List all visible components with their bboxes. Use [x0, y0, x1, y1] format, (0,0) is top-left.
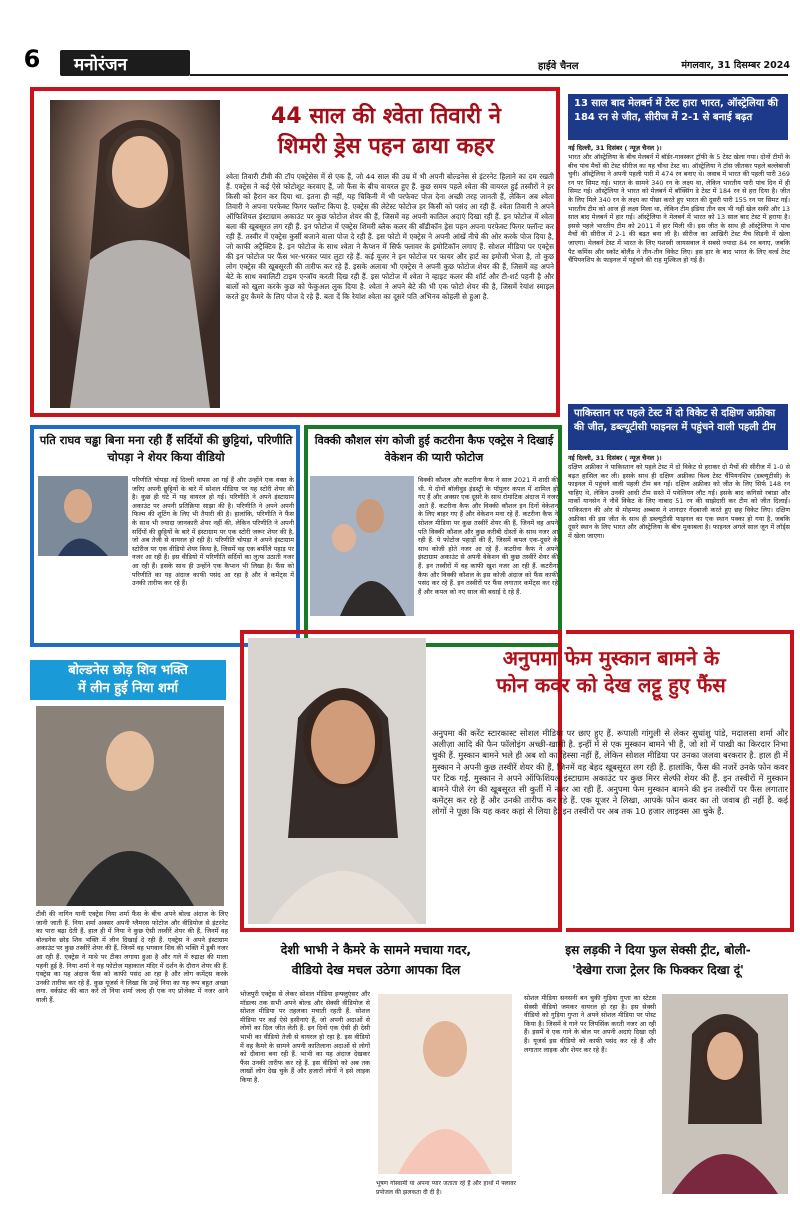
- anupama-headline: [430, 645, 792, 721]
- lead-headline-line1: 44 साल की श्वेता तिवारी ने: [271, 104, 501, 129]
- anupama-photo: [248, 638, 426, 924]
- niya-headline-line1: बोल्डनेस छोड़ शिव भक्ति: [68, 663, 188, 678]
- girl-photo: [662, 994, 788, 1194]
- cricket1-body: भारत और ऑस्ट्रेलिया के बीच मेलबर्न में बॉर्डर-गावस्कर ट्रॉफी के 5 टेस्ट खेला गया। दोनों टीमों के बीच पांच मैचों की टेस्ट सीरीज का यह चौथा टेस्ट था। ऑस्ट्रेलिया ने टॉस जीतकर पहले बल्लेबाजी चुनी। ऑस्ट्रेलिया ने अपनी पहली पारी में 474 रन बनाए थे। जवाब में भारत की पहली पारी 369 रन पर सिमट गई। भारत के सामने 340 रन के लक्ष्य था, लेकिन भारतीय पारी पांच दिन में ही सिमट गई। ऑस्ट्रेलिया ने भारत को मेलबर्न में बॉक्सिंग डे टेस्ट में 184 रन से हरा दिया है। जीत के लिए मिले 340 रन के लक्ष्य का पीछा करते हुए भारत की दूसरी पारी 155 रन पर सिमट गई। भारतीय टीम को आज ही लक्ष्य मिला था, लेकिन टीम इंडिया तीन सत्र भी नहीं खेल सकी और 13 साल बाद मेलबर्न में हार गई। ऑस्ट्रेलिया ने मेलबर्न में भारत को 13 साल बाद टेस्ट में हराया है। इससे पहले भारतीय टीम को 2011 में हार मिली थी। इस जीत के साथ ही ऑस्ट्रेलिया ने पांच मैचों की सीरीज में 2-1 की बढ़त बना ली है। सीरीज का आखिरी टेस्ट मैच सिडनी में खेला जाएगा। मेलबर्न टेस्ट में भारत के लिए यशस्वी जायसवाल ने सबसे ज्यादा 84 रन बनाए, जबकि पैट कमिंस और स्कॉट बोलैंड ने तीन-तीन विकेट लिए। इस हार के बाद भारत के लिए वर्ल्ड टेस्ट चैंपियनशिप के फाइनल में पहुंचने की राह मुश्किल हो गई है।: [568, 153, 790, 265]
- girl-headline-line2: 'देखेगा राजा ट्रेलर कि फिक्कर दिखा दूं': [572, 963, 744, 977]
- page-number: 6: [18, 44, 46, 74]
- deshi-headline: [240, 940, 512, 986]
- parineeti-body: परिणीति चोपड़ा नई दिल्ली वापस आ गई हैं और उन्होंने एक वक्त के जरिए अपनी छुट्टियों के बारे में सोशल मीडिया पर यह स्टोरी शेयर की है। कुछ ही घंटे में यह वायरल हो गई। परिणीति ने अपने इंस्टाग्राम अकाउंट पर अपनी प्रतिक्रिया साझा की है। परिणीति ने अपने अपनी फिल्म की शूटिंग के लिए भी तैयारी की है। हालांकि, परिणीति ने फैंस के साथ भी ज्यादा जानकारी शेयर नहीं की, लेकिन परिणीति ने अपनी सर्दियों की छुट्टियों के बारे में इंस्टाग्राम पर एक स्टोरी जरूर शेयर की है, जो अब तेजी से वायरल हो रही है। परिणीति चोपड़ा ने अपने इंस्टाग्राम स्टोरीज पर एक वीडियो शेयर किया है, जिसमें वह एक बर्फीले पहाड़ पर नजर आ रही हैं। इस वीडियो में परिणीति सर्दियों का लुत्फ उठाती नजर आ रही हैं। इसके साथ ही उन्होंने एक कैप्शन भी लिखा है। फैंस को परिणीति का यह अंदाज काफी पसंद आ रहा है और वे कमेंट्स में उनकी तारीफ कर रहे हैं।: [132, 476, 294, 588]
- katrina-headline: विक्की कौशल संग कोजी हुई कटरीना कैफ एक्ट्रेस ने दिखाई वेकेशन की प्यारी फोटोज: [314, 434, 554, 464]
- deshi-photo-caption: भूषण गोस्वामी या अपना प्यार जताता रहे हैं और हाथों में फ्लावर प्रपोजल की झलकता दी दी है।: [376, 1180, 516, 1196]
- parineeti-headline: पति राघव चड्ढा बिना मना रही हैं सर्दियों की छुट्टियां, परिणीति चोपड़ा ने शेयर किया वीडियो: [39, 433, 293, 464]
- parineeti-photo: [38, 476, 128, 556]
- lead-photo: [50, 100, 220, 408]
- niya-headline: [30, 660, 226, 700]
- lead-body: श्वेता तिवारी टीवी की टॉप एक्ट्रेसेस में से एक हैं, जो 44 साल की उम्र में भी अपनी बोल्डनेस से इंटरनेट हिलाने का दम रखती हैं. एक्ट्रेस ने कई ऐसे फोटोशूट करवाए हैं, जो फैंस के बीच वायरल हुए हैं. कुछ समय पहले श्वेता की वायरल हुई तस्वीरों ने हर किसी को हैरान कर दिया था. इतना ही नहीं, यह चिकिनी में भी परफेक्ट पोज देना अच्छी तरह जानती हैं, लेकिन अब श्वेता तिवारी ने अपना परफेक्ट फिगर फ्लॉन्ट किया है. एक्ट्रेस की लेटेस्ट फोटोज हर किसी को पसंद आ रही हैं. श्वेता तिवारी ने अपने ऑफिशियल इंस्टाग्राम अकाउंट पर कुछ फोटोज शेयर की हैं, जिसमें वह अपनी कातिल अदाएं दिखा रही हैं. इन फोटोज में श्वेता बला की खूबसूरत लग रही हैं. इन फोटोज में एक्ट्रेस शिमरी ब्लैक कलर की बॉडीकॉन ड्रेस पहन अपना परफेक्ट फिगर फ्लॉन्ट कर रही हैं. तस्वीर में एक्ट्रेस कुर्सी बजाने वाला पोज दे रही हैं. इस फोटो में एक्ट्रेस ने अपनी आंखें नीचे की ओर करके पोज दिया है, जो काफी अट्रैक्टिव है. इन फोटोज के साथ श्वेता ने कैप्शन में सिर्फ फ्लावर के इमोटिकॉन लगाए हैं. सोशल मीडिया पर एक्ट्रेस की इन फोटोज पर फैंस भर-भरकर प्यार लुटा रहे हैं. कई यूजर ने इन फोटोज पर फायर और हार्ट का इमोजी भेजा है, तो कुछ लोग एक्ट्रेस की खूबसूरती की तारीफ कर रहे हैं. इसके अलावा भी एक्ट्रेस ने अपनी कुछ फोटोज शेयर की हैं, जिसमें वह अपने बेटे के साथ क्वालिटी टाइम एन्जॉय करती दिख रही हैं. इस फोटोज में श्वेता ने व्हाइट कलर की शॉर्ट और टी-शर्ट पहनी है और बालों को खुला करके कुछ को फेकुअल लुक दिया है. श्वेता ने अपने बेटे की भी एक फोटो शेयर की है, जिसमें रेयांश स्माइल करते हुए कैमरे के लिए पोज दे रहे हैं. बता दें कि रेयांश श्वेता का दूसरे पति अभिनव कोहली से हुआ है.: [226, 172, 554, 301]
- anupama-body: अनुपमा की करेंट स्टारकास्ट सोशल मीडिया पर छाए हुए हैं. रूपाली गांगुली से लेकर सुधांशु पांडे, मदालसा शर्मा और अलीज़ा आदि की फैन फॉलोइंग अच्छी-खासी है. इन्हीं में से एक मुस्कान बामने भी हैं, जो शो में पाखी का किरदार निभा चुकी हैं. मुस्कान बामने भले ही अब शो का हिस्सा नहीं हैं, लेकिन सोशल मीडिया पर उनका जलवा बरकरार है. हाल ही में मुस्कान ने अपनी कुछ तस्वीरें शेयर की हैं, जिनमें वह बेहद खूबसूरत लग रही हैं. हालांकि, फैंस की नजरें उनके फोन कवर पर टिक गईं. मुस्कान ने अपने ऑफिशियल इंस्टाग्राम अकाउंट पर कुछ मिरर सेल्फी शेयर की हैं. इन तस्वीरों में मुस्कान बामने पीले रंग की खूबसूरत सी कुर्ती में नजर आ रही हैं. अनुपमा फेम मुस्कान बामने की इन तस्वीरों पर फैंस लगातार कमेंट्स कर रहे हैं और उनकी तारीफ कर रहे हैं. एक यूजर ने लिखा, आपके फोन कवर का तो जवाब ही नहीं है. कई लोगों ने पूछा कि यह कवर कहां से लिया है. इन तस्वीरों पर अब तक 10 हजार लाइक्स आ चुके हैं.: [432, 728, 788, 817]
- section-title: मनोरंजन: [60, 50, 190, 76]
- anupama-headline-line1: अनुपमा फेम मुस्कान बामने के: [502, 646, 720, 670]
- niya-headline-line2: में लीन हुई निया शर्मा: [77, 681, 179, 696]
- deshi-headline-line1: देशी भाभी ने कैमरे के सामने मचाया गदर,: [280, 942, 472, 957]
- cricket2-headline: पाकिस्तान पर पहले टेस्ट में दो विकेट से दक्षिण अफ्रीका की जीत, डब्ल्यूटीसी फाइनल में पहुंचने वाली पहली टीम: [568, 404, 788, 450]
- issue-date: मंगलवार, 31 दिसम्बर 2024: [681, 60, 790, 71]
- deshi-photo: [378, 994, 512, 1174]
- deshi-body: भोजपुरी एक्ट्रेस से लेकर सोशल मीडिया इन्फ्लुएंसर और मॉडल्स तक सभी अपने बोल्ड और सेक्सी वीडियोज से सोशल मीडिया पर तहलका मचाती रहती हैं. सोशल मीडिया पर कई ऐसे हसीनाएं हैं, जो अपनी अदाओं से लोगों का दिल जीत लेती हैं. इन दिनों एक ऐसी ही देसी भाभी का वीडियो तेजी से वायरल हो रहा है. इस वीडियो में वह कैमरे के सामने अपनी कातिलाना अदाओं से लोगों को दीवाना बना रही हैं. भाभी का यह अंदाज देखकर फैंस उनकी तारीफ कर रहे हैं. इस वीडियो को अब तक लाखों लोग देख चुके हैं और हजारों लोगों ने इसे लाइक किया है.: [240, 990, 370, 1084]
- deshi-headline-line2: वीडियो देख मचल उठेगा आपका दिल: [291, 962, 461, 977]
- girl-headline-line1: इस लड़की ने दिया फुल सेक्सी ट्रीट, बोली-: [565, 943, 751, 957]
- katrina-photo: [310, 476, 414, 616]
- cricket1-dateline-text: नई दिल्ली, 31 दिसंबर ( न्यूज़ चैनल )।: [568, 144, 662, 152]
- lead-headline: [218, 102, 554, 166]
- girl-headline: [524, 940, 792, 986]
- girl-body: सोशल मीडिया सनसनी बन चुकी गुड़िया गुप्ता का स्टेटस सेक्सी वीडियो जमकर वायरल हो रहा है। इस सेक्सी वीडियो को गुड़िया गुप्ता ने अपने सोशल मीडिया पर पोस्ट किया है। जिसमें वे गाने पर लिपसिंक करती नजर आ रही हैं। इसमें वे एक गाने के बोल पर अपनी अदाएं दिखा रही हैं। यूजर्स इस वीडियो को काफी पसंद कर रहे हैं और लगातार लाइक और शेयर कर रहे हैं।: [524, 994, 656, 1054]
- niya-photo: [36, 706, 224, 906]
- katrina-body: विक्की कौशल और कटरीना कैफ ने साल 2021 में शादी की थी. ये दोनों बॉलीवुड इंडस्ट्री के पॉपुलर कपल में शामिल हो गए हैं और अक्सर एक दूसरे के साथ रोमांटिक अंदाज में नजर आते हैं. कटरीना कैफ और विक्की कौशल इन दिनों वेकेशन के लिए बाहर गए हैं और वेकेशन मना रहे हैं. कटरीना कैफ ने सोशल मीडिया पर कुछ तस्वीरें शेयर की हैं, जिनमें वह अपने पति विक्की कौशल और कुछ करीबी दोस्तों के साथ नजर आ रही हैं. ये फोटोज पहाड़ों की हैं, जिसमें कपल एक-दूसरे के साथ कोजी होते नजर आ रहे हैं. कटरीना कैफ ने अपने इंस्टाग्राम अकाउंट से अपनी वेकेशन की कुछ तस्वीरें शेयर की हैं. इन तस्वीरों में वह काफी खुश नजर आ रही हैं. कटरीना कैफ और विक्की कौशल के इस कोजी अंदाज को फैंस काफी पसंद कर रहे हैं. इन तस्वीरों पर फैंस लगातार कमेंट्स कर रहे हैं और कपल को नए साल की बधाई दे रहे हैं.: [418, 476, 558, 596]
- cricket2-dateline-text: नई दिल्ली, 31 दिसंबर ( न्यूज़ चैनल )।: [568, 454, 662, 462]
- niya-body: टीवी की नागिन यानी एक्ट्रेस निया शर्मा फैंस के बीच अपने बोल्ड अंदाज के लिए जानी जाती हैं. निया शर्मा अक्सर अपनी ग्लैमरस फोटोज और वीडियोज से इंटरनेट का पारा बढ़ा देती हैं. हाल ही में निया ने कुछ ऐसी तस्वीरें शेयर की हैं, जिनमें वह बोल्डनेस छोड़ शिव भक्ति में लीन दिखाई दे रही हैं. एक्ट्रेस ने अपने इंस्टाग्राम अकाउंट पर कुछ तस्वीरें शेयर की हैं, जिनमें वह भगवान शिव की भक्ति में डूबी नजर आ रही हैं. एक्ट्रेस ने माथे पर टीका लगाया हुआ है और गले में रुद्राक्ष की माला पहनी हुई है. निया शर्मा ने यह फोटोज महाकाल मंदिर में दर्शन के दौरान शेयर की हैं. एक्ट्रेस का यह अंदाज फैंस को काफी पसंद आ रहा है और लोग कमेंट्स करके उनकी तारीफ कर रहे हैं. कुछ यूजर्स ने लिखा कि उन्हें निया का यह रूप बहुत अच्छा लगा. वर्कफ्रंट की बात करें तो निया शर्मा जल्द ही एक नए प्रोजेक्ट में नजर आने वाली हैं.: [36, 910, 228, 1004]
- anupama-headline-line2: फोन कवर को देख लट्टू हुए फैंस: [496, 673, 726, 697]
- brand-logo: हाईवे चैनल: [538, 61, 579, 72]
- cricket2-body: दक्षिण अफ्रीका ने पाकिस्तान को पहले टेस्ट में दो विकेट से हराकर दो मैचों की सीरीज में 1-0 से बढ़त हासिल कर ली। इसके साथ ही दक्षिण अफ्रीका विश्व टेस्ट चैंपियनशिप (डब्ल्यूटीसी) के फाइनल में पहुंचने वाली पहली टीम बन गई। दक्षिण अफ्रीका को जीत के लिए सिर्फ 148 रन चाहिए थे, लेकिन उनकी आधी टीम सस्ते में पवेलियन लौट गई। इसके बाद कगिसो रबाडा और मार्को यानसेन ने नौवें विकेट के लिए नाबाद 51 रन की साझेदारी कर टीम को जीत दिलाई। पाकिस्तान की ओर से मोहम्मद अब्बास ने शानदार गेंदबाजी करते हुए छह विकेट लिए। दक्षिण अफ्रीका की इस जीत के साथ ही डब्ल्यूटीसी फाइनल का एक स्थान पक्का हो गया है, जबकि दूसरे स्थान के लिए भारत और ऑस्ट्रेलिया के बीच मुकाबला है। फाइनल अगले साल जून में लॉर्ड्स में खेला जाएगा।: [568, 463, 790, 540]
- cricket1-headline: 13 साल बाद मेलबर्न में टेस्ट हारा भारत, ऑस्ट्रेलिया की 184 रन से जीत, सीरीज में 2-1 से बनाई बढ़त: [568, 94, 788, 140]
- lead-headline-line2: शिमरी ड्रेस पहन ढाया कहर: [277, 134, 495, 159]
- masthead-rule: [190, 74, 788, 76]
